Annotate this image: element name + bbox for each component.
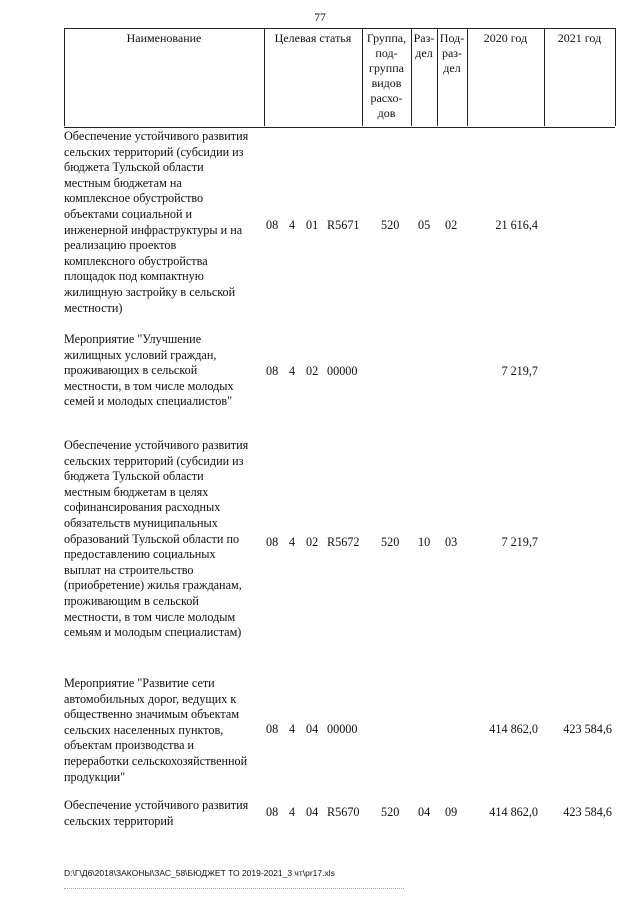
target-code-4: 00000 — [327, 722, 358, 736]
group-code: 520 — [381, 805, 400, 819]
value-2021: 423 584,6 — [563, 722, 612, 736]
target-code-4: R5671 — [327, 218, 360, 232]
section-code: 05 — [418, 218, 431, 232]
subsection-code: 02 — [445, 218, 458, 232]
header-section: Раз- дел — [413, 31, 435, 60]
header-target: Целевая статья — [274, 31, 352, 45]
target-code-4: R5670 — [327, 805, 360, 819]
target-code-1: 08 — [266, 805, 279, 819]
target-code-3: 04 — [306, 722, 319, 736]
target-code-3: 02 — [306, 364, 319, 378]
target-code-1: 08 — [266, 364, 279, 378]
value-2020: 7 219,7 — [501, 364, 538, 378]
header-group: Группа, под- группа видов расхо- дов — [366, 31, 407, 120]
header-2020: 2020 год — [483, 31, 528, 45]
file-path-footer: D:\Г\Д6\2018\ЗАКОНЫ\ЗАС_58\БЮДЖЕТ ТО 2019-2021_3 чт\pr17.xls — [64, 868, 335, 878]
target-code-3: 02 — [306, 535, 319, 549]
row-name: Обеспечение устойчивого развития сельских территорий (субсидии из бюджета Тульской области местным бюджетам на комплексное обустройство объектами социальной и инженерной инфраструктуры и на реализацию проектов комплексного обустройства площадок под компактную жилищную застройку в сельской местности) — [64, 129, 249, 315]
target-code-4: 00000 — [327, 364, 358, 378]
column-divider — [615, 28, 616, 126]
target-code-2: 4 — [289, 218, 296, 232]
target-code-1: 08 — [266, 722, 279, 736]
section-code: 04 — [418, 805, 431, 819]
group-code: 520 — [381, 218, 400, 232]
value-2020: 414 862,0 — [489, 722, 538, 736]
header-name: Наименование — [126, 31, 202, 45]
value-2021: 423 584,6 — [563, 805, 612, 819]
header-2021: 2021 год — [557, 31, 602, 45]
row-name: Мероприятие "Развитие сети автомобильных дорог, ведущих к общественно значимым объектам сельских населенных пунктов, объектам производства и переработки сельскохозяйственной продукции" — [64, 676, 248, 784]
target-code-2: 4 — [289, 805, 296, 819]
target-code-4: R5672 — [327, 535, 360, 549]
target-code-2: 4 — [289, 364, 296, 378]
row-name: Обеспечение устойчивого развития сельских территорий — [64, 798, 249, 828]
value-2020: 7 219,7 — [501, 535, 538, 549]
target-code-2: 4 — [289, 535, 296, 549]
header-subsection: Под- раз- дел — [439, 31, 465, 75]
subsection-code: 03 — [445, 535, 458, 549]
section-code: 10 — [418, 535, 431, 549]
value-2020: 414 862,0 — [489, 805, 538, 819]
target-code-2: 4 — [289, 722, 296, 736]
row-name: Мероприятие "Улучшение жилищных условий граждан, проживающих в сельской местности, в том числе молодых семей и молодых специалистов" — [64, 332, 234, 409]
page-number: 77 — [314, 12, 326, 24]
subsection-code: 09 — [445, 805, 458, 819]
scan-artifact-line — [64, 888, 404, 889]
target-code-1: 08 — [266, 535, 279, 549]
target-code-3: 01 — [306, 218, 319, 232]
target-code-3: 04 — [306, 805, 319, 819]
value-2020: 21 616,4 — [495, 218, 538, 232]
group-code: 520 — [381, 535, 400, 549]
row-name: Обеспечение устойчивого развития сельских территорий (субсидии из бюджета Тульской области местным бюджетам в целях софинансирования расходных обязательств муниципальных образований Тульской области по предоставлению социальных выплат на строительство (приобретение) жилья гражданам, проживающим в сельской местности, в том числе молодым семьям и молодым специалистам) — [64, 438, 249, 640]
target-code-1: 08 — [266, 218, 279, 232]
